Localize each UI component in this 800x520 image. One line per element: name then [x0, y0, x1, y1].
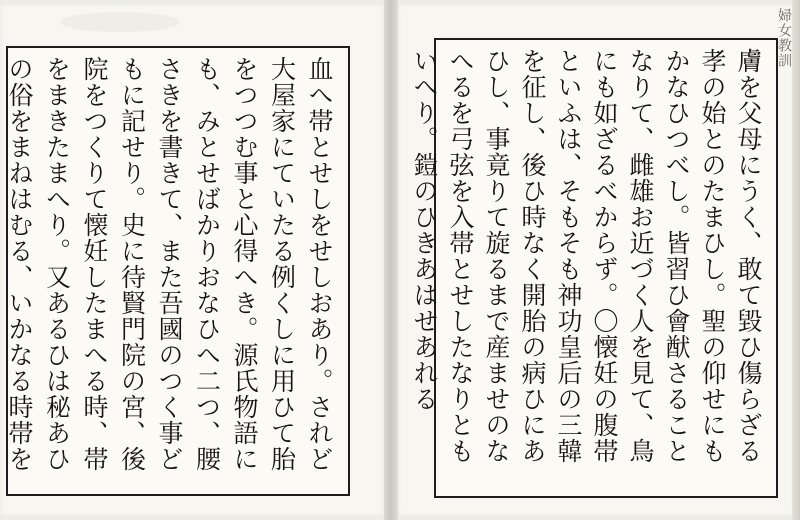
right-page-text: 膚を父母にうく、敢て毀ひ傷らざる孝の始とのたまひし。聖の仰せにもかなひつべし。皆習ひ會猷さることなりて、雌雄お近づく人を見て、鳥にも如ざるべからず。〇懐妊の腹帯といふは、そもそも神功皇后の三韓を征し、後ひ時なく開胎の病ひにあひし、事竟りて旋るまで産ませのなへるを弓弦を入帯とせしたなりともいへり。鎧のひきあはせあれる — [410, 48, 763, 464]
running-head: 婦女教訓 — [776, 8, 792, 68]
page-edge — [792, 0, 800, 520]
paper-stain — [60, 12, 180, 32]
right-page — [398, 4, 794, 516]
left-page-text: 血へ帯とせしをせしおあり。されど大屋家にていたる例くしに用ひて胎をつつむ事と心得へき。源氏物語にも、みとせばかりおなひへ二つ、腰さきを書きて、また吾國のつく事どもに記せり。史に待賢門院の宮、後院をつくりて懐妊したまへる時、帯をまきたまへり。又あるひは秘あひの俗をまねはむる、いかなる時帯を — [5, 56, 334, 472]
right-text-frame — [410, 38, 778, 498]
left-page — [0, 4, 384, 516]
left-text-frame — [6, 46, 350, 496]
book-gutter — [384, 0, 398, 520]
